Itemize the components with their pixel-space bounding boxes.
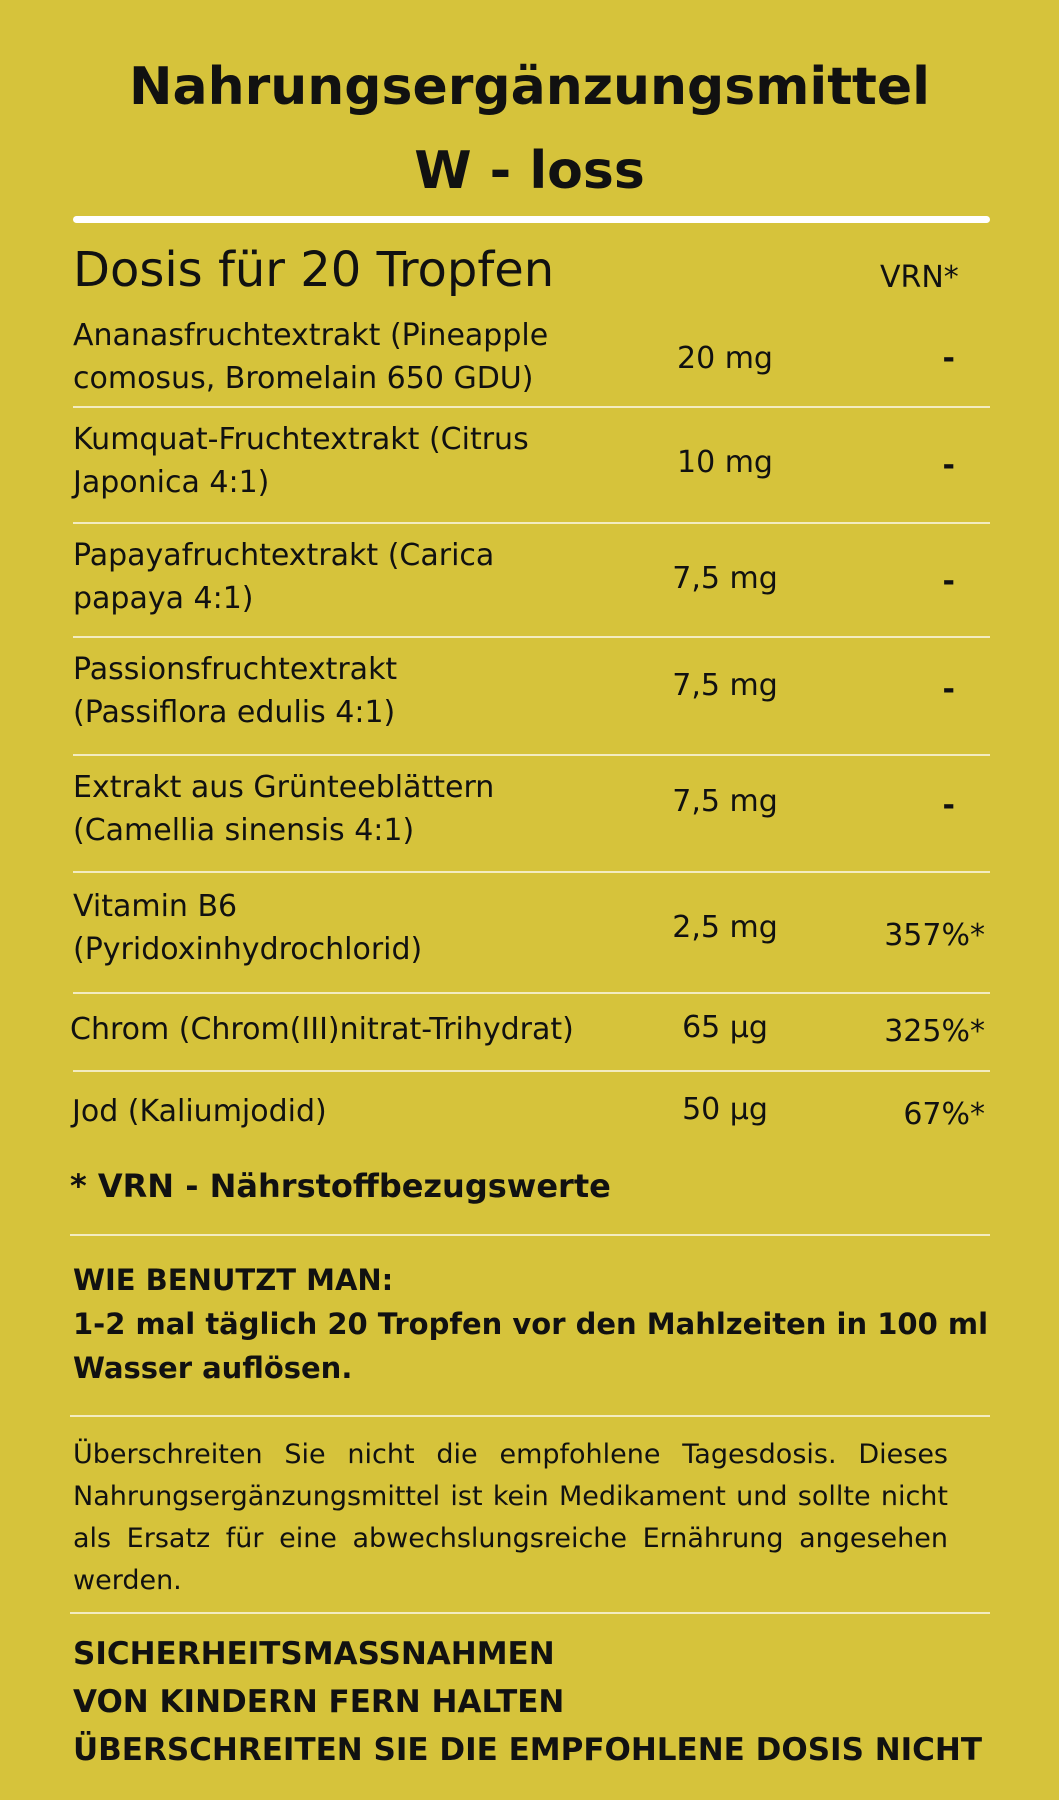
row-divider	[73, 754, 990, 756]
usage-line-2: Wasser auflösen.	[73, 1351, 353, 1385]
ingredient-amount: 7,5 mg	[672, 784, 778, 819]
row-divider	[73, 1070, 990, 1072]
ingredient-amount: 7,5 mg	[672, 561, 778, 596]
ingredient-vrn: 325%*	[884, 1014, 985, 1049]
ingredient-vrn: -	[942, 672, 955, 707]
ingredient-name: Passionsfruchtextrakt (Passiflora edulis 4:1)	[73, 652, 398, 730]
ingredient-vrn: -	[942, 341, 955, 376]
ingredient-amount: 2,5 mg	[672, 910, 778, 945]
ingredient-amount: 50 µg	[682, 1092, 768, 1127]
safety-line-2: VON KINDERN FERN HALTEN	[73, 1684, 565, 1720]
ingredient-vrn: 357%*	[884, 918, 985, 953]
ingredient-name: Chrom (Chrom(III)nitrat-Trihydrat)	[70, 1012, 574, 1047]
ingredient-name: Vitamin B6 (Pyridoxinhydrochlorid)	[73, 889, 423, 967]
row-divider	[73, 636, 990, 638]
ingredient-name: Extrakt aus Grünteeblättern (Camellia sinensis 4:1)	[73, 770, 495, 848]
section-divider	[70, 1234, 990, 1236]
safety-line-1: SICHERHEITSMASSNAHMEN	[73, 1636, 555, 1672]
ingredient-vrn: -	[942, 788, 955, 823]
vrn-column-header: VRN*	[880, 260, 959, 295]
ingredient-amount: 10 mg	[677, 445, 773, 480]
ingredient-amount: 7,5 mg	[672, 668, 778, 703]
section-divider	[70, 1415, 990, 1417]
ingredient-name: Kumquat-Fruchtextrakt (Citrus Japonica 4:1)	[73, 422, 529, 500]
product-title-line-1: Nahrungsergänzungsmittel	[128, 57, 931, 117]
row-divider	[73, 871, 990, 873]
usage-heading: WIE BENUTZT MAN:	[73, 1263, 394, 1297]
ingredient-vrn: -	[942, 564, 955, 599]
ingredient-vrn: 67%*	[903, 1097, 985, 1132]
ingredient-name: Jod (Kaliumjodid)	[72, 1094, 327, 1129]
row-divider	[73, 992, 990, 994]
section-divider	[70, 1612, 990, 1614]
ingredient-name: Papayafruchtextrakt (Carica papaya 4:1)	[73, 538, 495, 616]
row-divider	[73, 522, 990, 524]
dose-heading: Dosis für 20 Tropfen	[73, 242, 555, 298]
product-title-line-2: W - loss	[414, 141, 645, 201]
ingredient-amount: 20 mg	[677, 341, 773, 376]
dosage-warning: Überschreiten Sie nicht die empfohlene Tagesdosis. Dieses Nahrungsergänzungsmittel ist kein Medikament und sollte nicht als Ersatz für eine abwechslungsreiche Ernährung angesehen werden.	[73, 1439, 948, 1596]
usage-line-1: 1-2 mal täglich 20 Tropfen vor den Mahlzeiten in 100 ml	[73, 1307, 989, 1341]
safety-line-3: ÜBERSCHREITEN SIE DIE EMPFOHLENE DOSIS NICHT	[73, 1732, 983, 1768]
safety-notices	[73, 1630, 1033, 1774]
ingredient-amount: 65 µg	[682, 1010, 768, 1045]
ingredient-name: Ananasfruchtextrakt (Pineapple comosus, Bromelain 650 GDU)	[73, 318, 549, 396]
ingredient-vrn: -	[942, 448, 955, 483]
row-divider	[73, 406, 990, 408]
usage-instructions	[73, 1258, 1023, 1390]
title-divider	[73, 216, 990, 223]
vrn-footnote: * VRN - Nährstoffbezugswerte	[70, 1167, 611, 1205]
